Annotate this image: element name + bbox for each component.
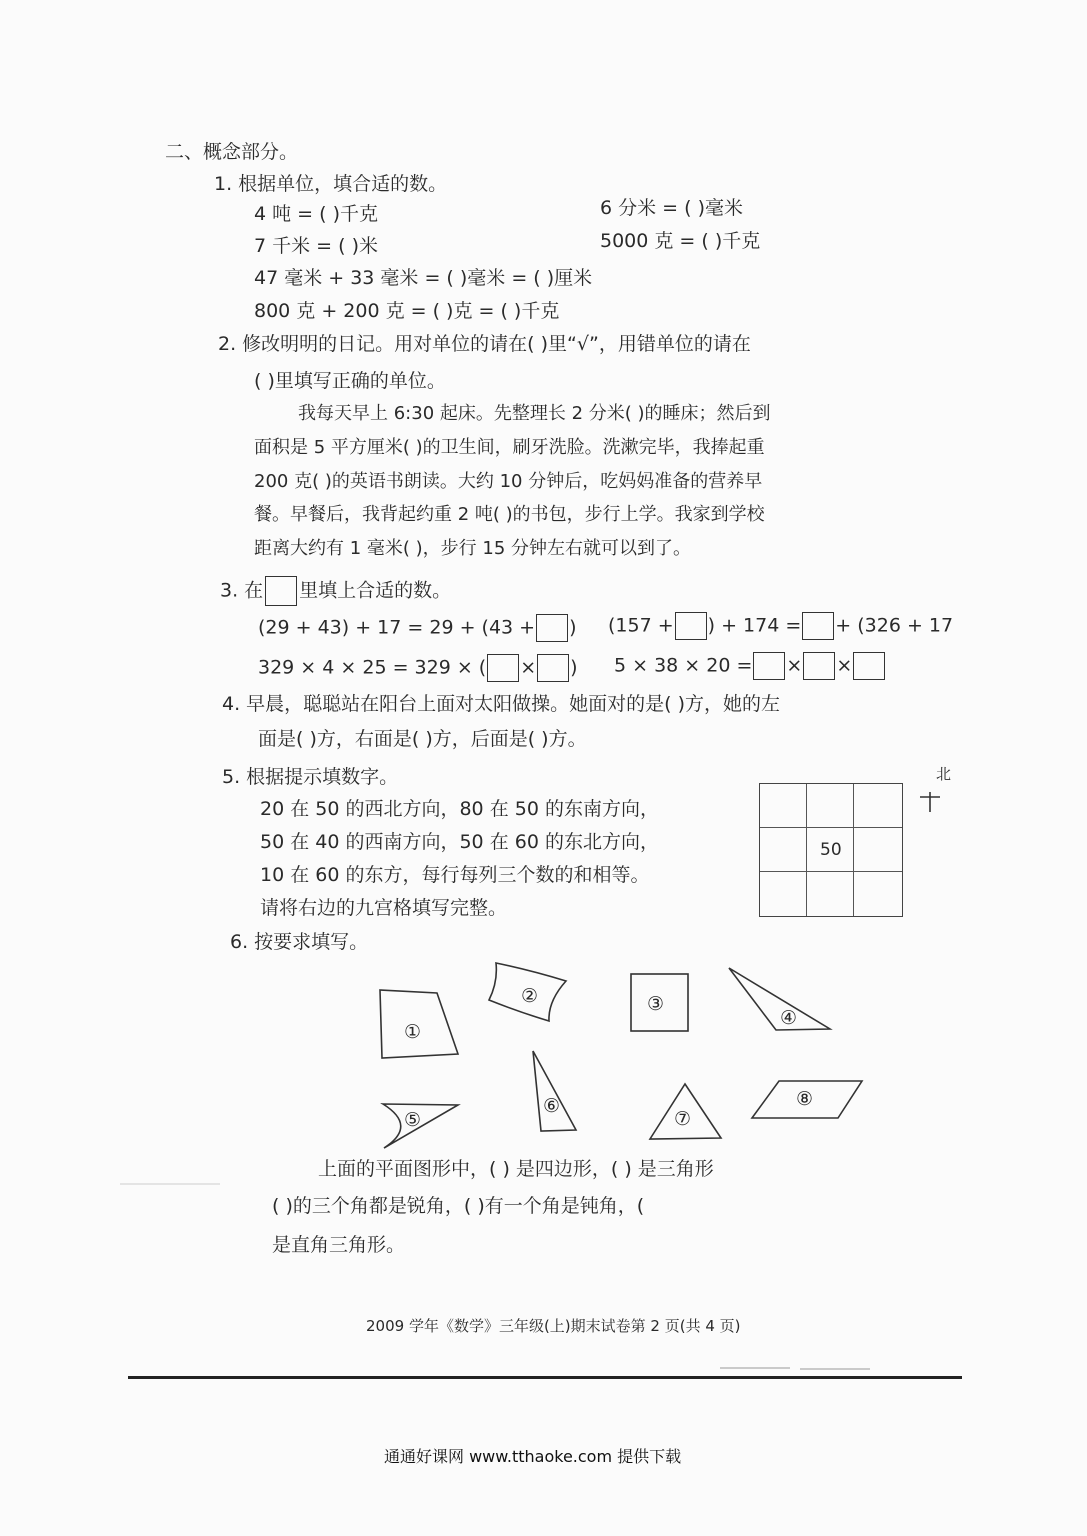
q3-expr1-close: ) — [569, 616, 577, 639]
q4-line2: 面是( )方，右面是( )方，后面是( )方。 — [258, 728, 587, 750]
grid-center-cell: 50 — [820, 840, 842, 860]
q3-expr2-text: (157 + — [608, 614, 674, 637]
q2-title-cont: ( )里填写正确的单位。 — [254, 370, 446, 392]
q1-title: 1. 根据单位，填合适的数。 — [214, 173, 448, 195]
page-footer-info: 2009 学年《数学》三年级(上)期末试卷第 2 页(共 4 页) — [366, 1317, 741, 1335]
q2-diary-line2: 面积是 5 平方厘米( )的卫生间，刷牙洗脸。洗漱完毕，我捧起重 — [254, 437, 765, 458]
shape-label-3: ③ — [647, 993, 665, 1015]
q6-title: 6. 按要求填写。 — [230, 931, 369, 953]
q3-expr3-times: × — [520, 656, 537, 679]
shape-label-8: ⑧ — [796, 1088, 814, 1110]
q6-answer-line1: 上面的平面图形中，( ) 是四边形，( ) 是三角形 — [318, 1158, 714, 1180]
q3-expr4-times2: × — [836, 654, 853, 677]
q1-row4: 800 克 + 200 克 = ( )克 = ( )千克 — [254, 300, 560, 322]
q4-line1: 4. 早晨，聪聪站在阳台上面对太阳做操。她面对的是( )方，她的左 — [222, 693, 781, 715]
q3-expr1-text: (29 + 43) + 17 = 29 + (43 + — [258, 616, 536, 639]
q6-answer-line3: 是直角三角形。 — [272, 1234, 406, 1256]
q6-answer-line2: ( )的三个角都是锐角，( )有一个角是钝角，( — [272, 1195, 645, 1217]
q2-diary-line5: 距离大约有 1 毫米( )，步行 15 分钟左右就可以到了。 — [254, 538, 692, 559]
q1-row1-right: 6 分米 = ( )毫米 — [600, 197, 743, 219]
q3-expr4-times1: × — [786, 654, 803, 677]
shape-label-4: ④ — [780, 1007, 798, 1029]
q5-hint1: 20 在 50 的西北方向，80 在 50 的东南方向， — [260, 798, 659, 820]
shape-label-6: ⑥ — [543, 1095, 561, 1117]
q2-diary-line4: 餐。早餐后，我背起约重 2 吨( )的书包，步行上学。我家到学校 — [254, 504, 765, 525]
q3-expr2-mid: ) + 174 = — [707, 614, 802, 637]
q1-row3: 47 毫米 + 33 毫米 = ( )毫米 = ( )厘米 — [254, 267, 593, 289]
shape-6-right-triangle — [533, 1051, 576, 1131]
q1-row1-left: 4 吨 = ( )千克 — [254, 203, 378, 225]
shape-label-7: ⑦ — [674, 1108, 692, 1130]
q5-hint4: 请将右边的九宫格填写完整。 — [260, 897, 508, 919]
q2-title: 2. 修改明明的日记。用对单位的请在( )里“√”，用错单位的请在 — [218, 333, 751, 355]
q5-hint3: 10 在 60 的东方，每行每列三个数的和相等。 — [260, 864, 650, 886]
section-heading: 二、概念部分。 — [165, 141, 299, 163]
q1-row2-right: 5000 克 = ( )千克 — [600, 230, 761, 252]
q5-title: 5. 根据提示填数字。 — [222, 766, 399, 788]
q2-diary-line1: 我每天早上 6:30 起床。先整理长 2 分米( )的睡床；然后到 — [298, 403, 771, 424]
north-label: 北 — [936, 765, 952, 783]
q3-expr3-close: ) — [570, 656, 578, 679]
footer-rule — [128, 1376, 962, 1379]
shape-label-1: ① — [404, 1021, 422, 1043]
q3-expr2-tail: + (326 + 17 — [835, 614, 954, 637]
shape-label-2: ② — [521, 985, 539, 1007]
download-source: 通通好课网 www.tthaoke.com 提供下载 — [384, 1447, 682, 1466]
q3-title-post: 里填上合适的数。 — [299, 579, 452, 602]
q3-expr4-text: 5 × 38 × 20 = — [614, 654, 753, 677]
q2-diary-line3: 200 克( )的英语书朗读。大约 10 分钟后，吃妈妈准备的营养早 — [254, 471, 763, 492]
shape-label-5: ⑤ — [404, 1109, 422, 1131]
q3-title-pre: 3. 在 — [220, 579, 264, 602]
q3-expr3-text: 329 × 4 × 25 = 329 × ( — [258, 656, 487, 679]
q5-hint2: 50 在 40 的西南方向，50 在 60 的东北方向， — [260, 831, 659, 853]
q1-row2-left: 7 千米 = ( )米 — [254, 235, 378, 257]
